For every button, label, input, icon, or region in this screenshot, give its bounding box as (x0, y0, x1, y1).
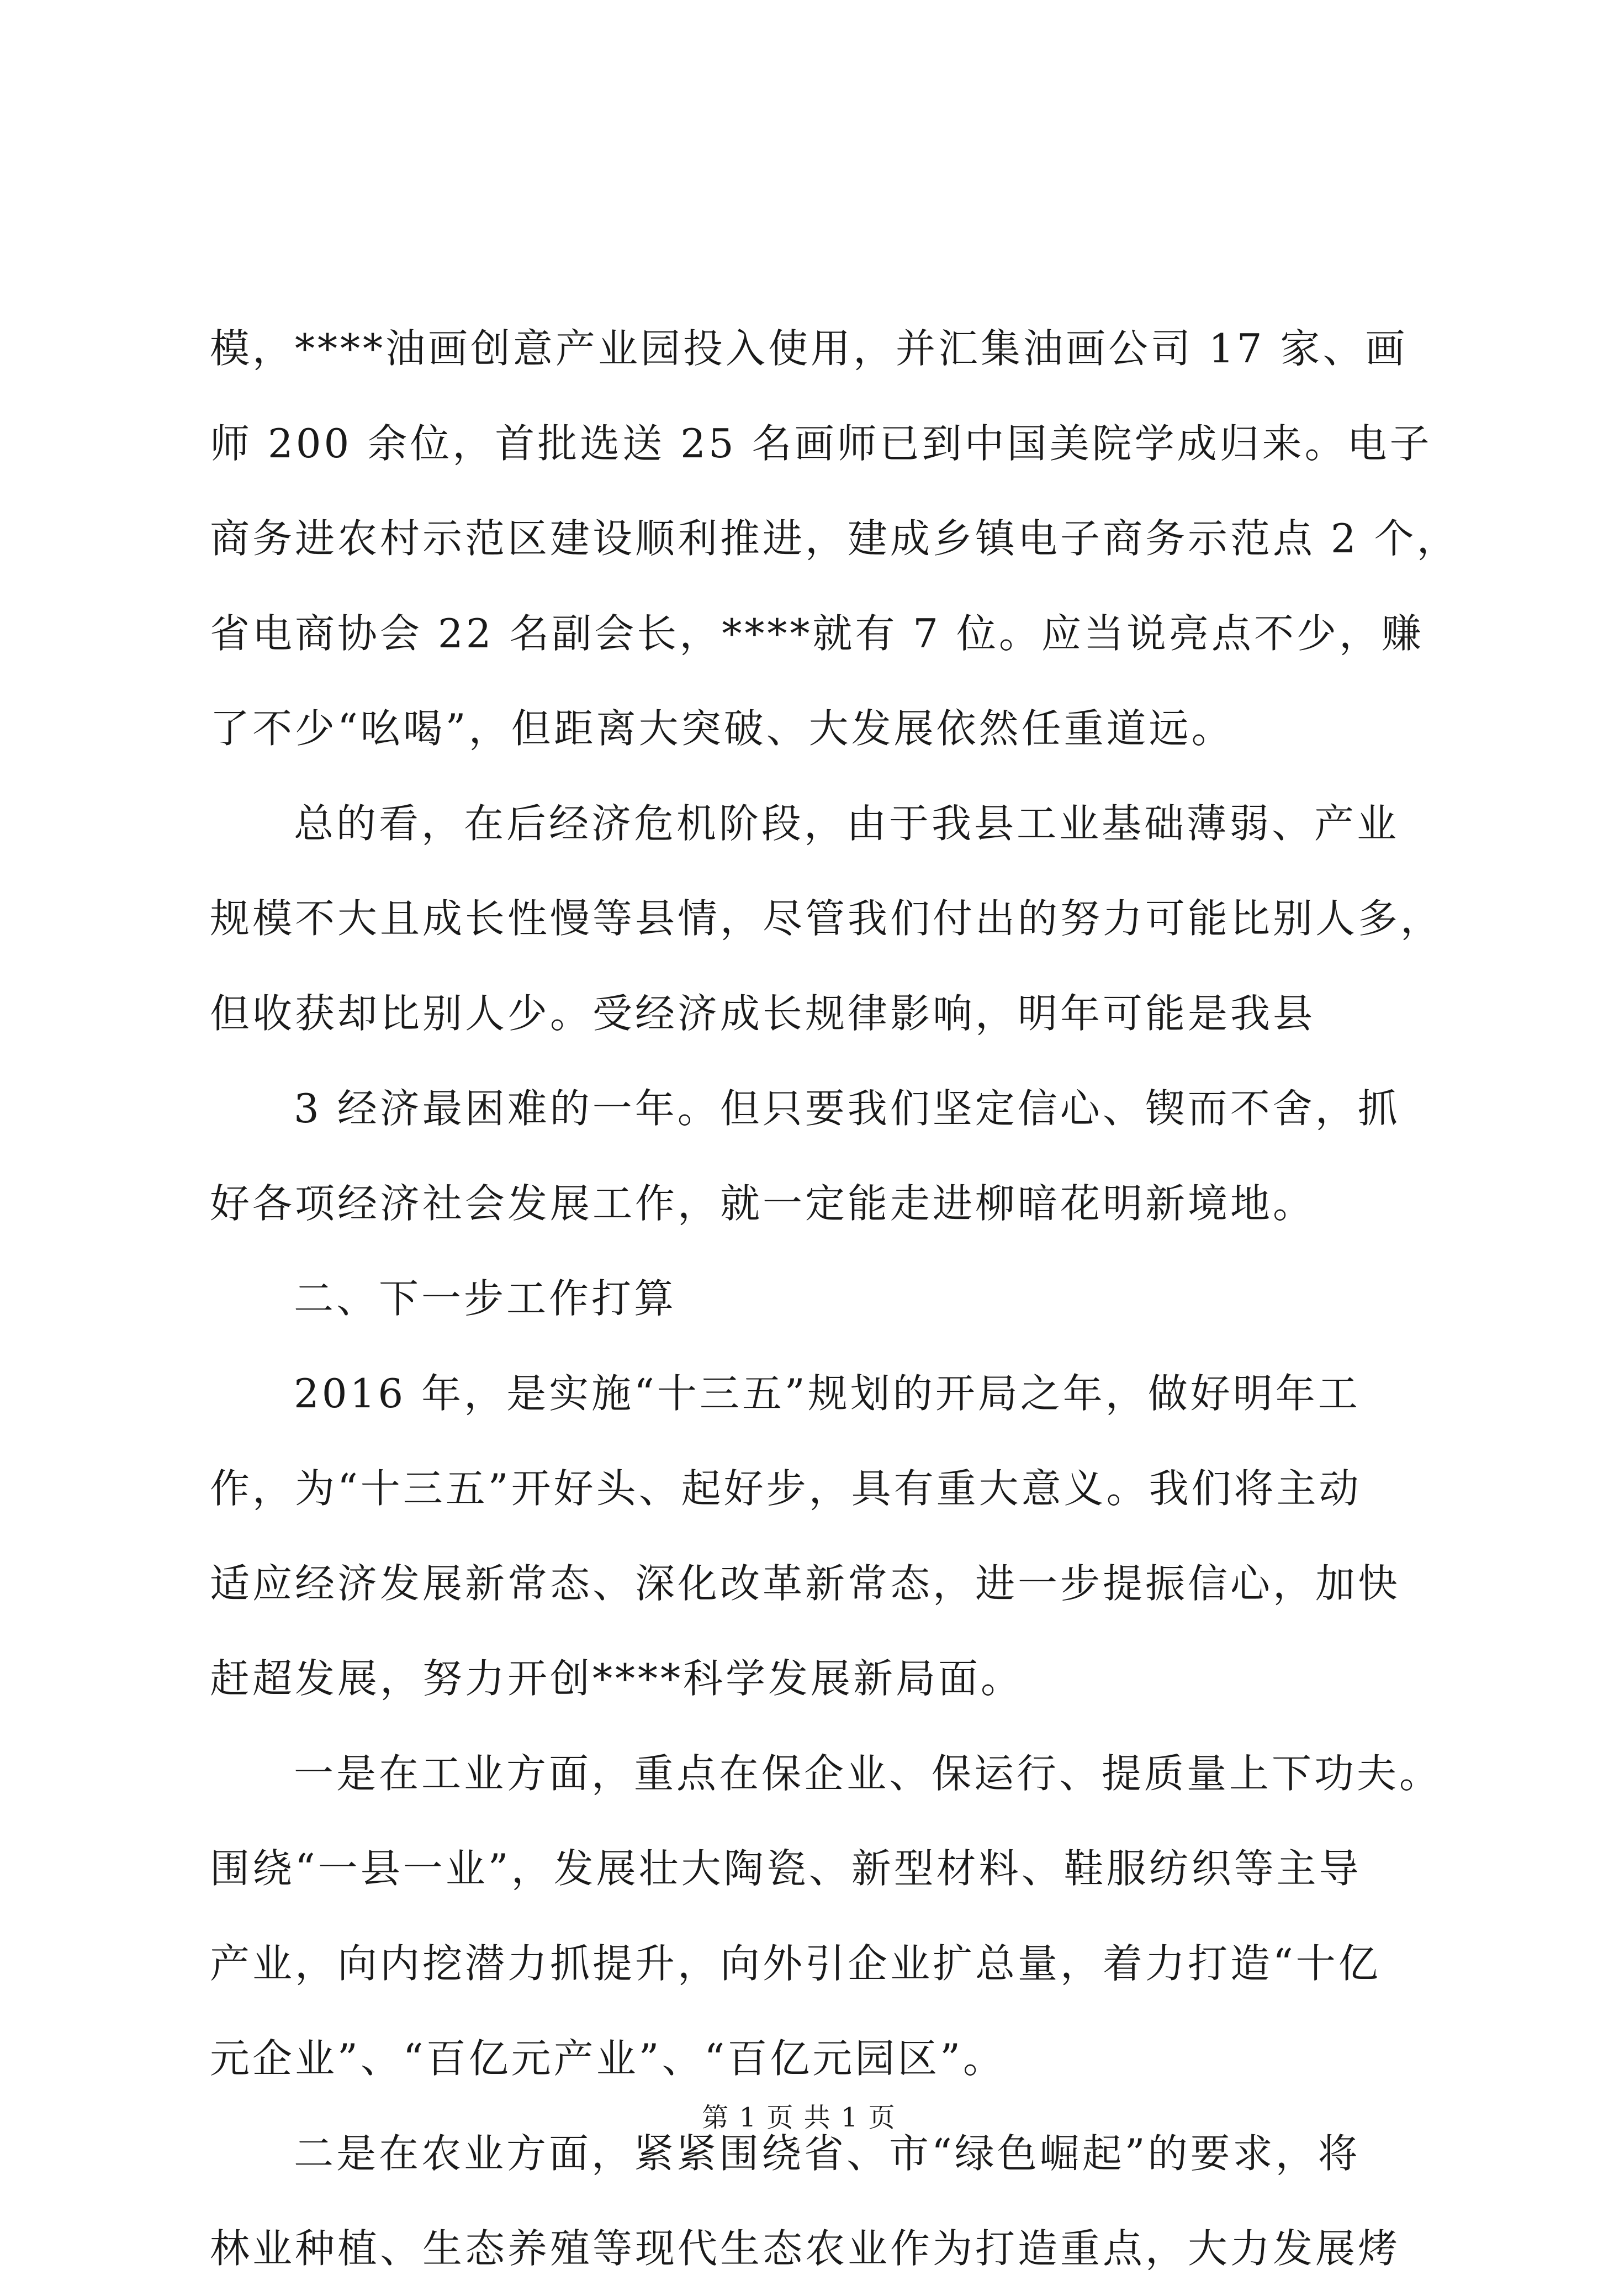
text-line: 围绕“一县一业”，发展壮大陶瓷、新型材料、鞋服纺织等主导 (210, 1845, 1362, 1892)
text-line: 模，****油画创意产业园投入使用，并汇集油画公司 17 家、画 (210, 325, 1408, 372)
text-line: 了不少“吆喝”，但距离大突破、大发展依然任重道远。 (210, 705, 1234, 752)
text-line: 元企业”、“百亿元产业”、“百亿元园区”。 (210, 2035, 1006, 2082)
text-line: 作，为“十三五”开好头、起好步，具有重大意义。我们将主动 (210, 1465, 1362, 1512)
text-line: 赶超发展，努力开创****科学发展新局面。 (210, 1655, 1024, 1702)
text-line: 但收获却比别人少。受经济成长规律影响，明年可能是我县 (210, 990, 1316, 1037)
paragraph-start-line: 总的看，在后经济危机阶段，由于我县工业基础薄弱、产业 (294, 800, 1400, 847)
body-text (210, 301, 1459, 2296)
paragraph-start-line: 一是在工业方面，重点在保企业、保运行、提质量上下功夫。 (294, 1750, 1442, 1797)
paragraph-start-line: 2016 年，是实施“十三五”规划的开局之年，做好明年工 (294, 1370, 1361, 1417)
text-line: 适应经济发展新常态、深化改革新常态，进一步提振信心，加快 (210, 1560, 1401, 1607)
text-line: 规模不大且成长性慢等县情，尽管我们付出的努力可能比别人多， (210, 895, 1443, 942)
text-line: 产业，向内挖潜力抓提升，向外引企业扩总量，着力打造“十亿 (210, 1940, 1381, 1987)
paragraph-start-line: 二是在农业方面，紧紧围绕省、市“绿色崛起”的要求，将 (294, 2130, 1361, 2177)
text-line: 师 200 余位，首批选送 25 名画师已到中国美院学成归来。电子 (210, 420, 1432, 467)
text-line: 林业种植、生态养殖等现代生态农业作为打造重点，大力发展烤 (210, 2225, 1401, 2272)
text-line: 省电商协会 22 名副会长，****就有 7 位。应当说亮点不少，赚 (210, 610, 1424, 657)
page-footer: 第 1 页 共 1 页 (702, 2102, 896, 2133)
paragraph-start-line: 3 经济最困难的一年。但只要我们坚定信心、锲而不舍，抓 (294, 1085, 1400, 1132)
text-line: 商务进农村示范区建设顺利推进，建成乡镇电子商务示范点 2 个， (210, 515, 1459, 562)
text-line: 好各项经济社会发展工作，就一定能走进柳暗花明新境地。 (210, 1180, 1316, 1227)
section-heading: 二、下一步工作打算 (294, 1275, 677, 1322)
